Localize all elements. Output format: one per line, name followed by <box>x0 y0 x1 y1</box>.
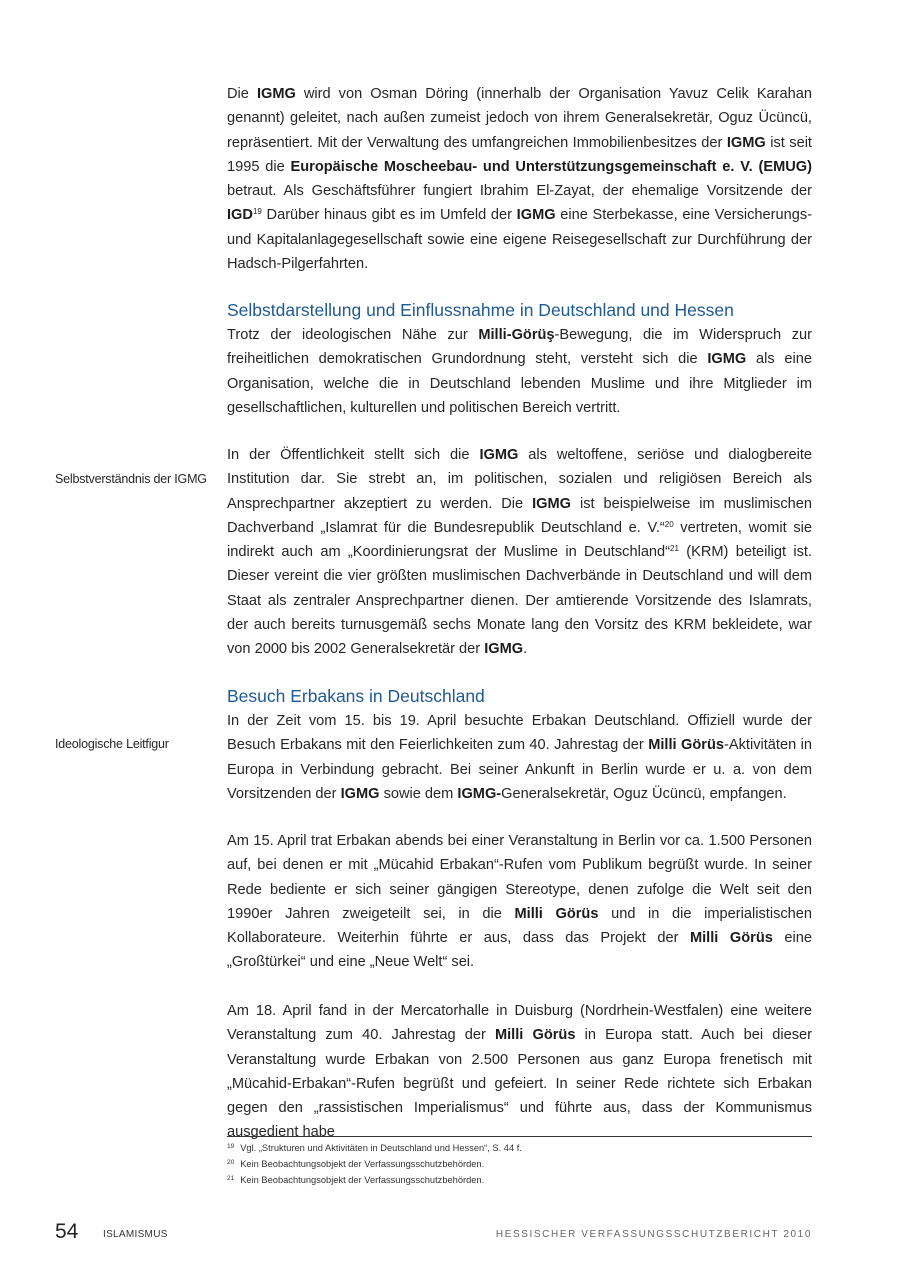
section-heading-erbakan-visit: Besuch Erbakans in Deutschland <box>227 686 485 706</box>
paragraph-erbakan-visit: In der Zeit vom 15. bis 19. April besuchte Erbakan Deutschland. Offiziell wurde der Besuch Erbakans mit den Feierlichkeiten zum 40. Jahrestag der Milli Görüs-Aktivitäten in Europa in Verbindung gebracht. Bei seiner Ankunft in Berlin wurde er u. a. von dem Vorsitzenden der IGMG sowie dem IGMG-Generalsekretär, Oguz Ücüncü, empfangen. <box>227 713 812 802</box>
margin-note-selbstverstaendnis: Selbstverständnis der IGMG <box>55 472 207 486</box>
footnote-ref-20: 20 <box>664 519 674 529</box>
margin-note-leitfigur: Ideologische Leitfigur <box>55 737 169 751</box>
section-heading-selbstdarstellung: Selbstdarstellung und Einflussnahme in Deutschland und Hessen <box>227 300 734 320</box>
footnote-20: $^{20}$ Kein Beobachtungsobjekt der Verfassungsschutzbehörden. <box>227 1159 485 1169</box>
footnote-ref-21: 21 <box>670 544 679 554</box>
paragraph-ideological-proximity: Trotz der ideologischen Nähe zur Milli-Görüş-Bewegung, die im Widerspruch zur freiheitlichen demokratischen Grundordnung steht, versteht sich die IGMG als eine Organisation, welche die in Deutschland lebenden Muslime und ihre Mitglieder im gesellschaftlichen, kulturellen und politischen Bereich vertritt. <box>227 327 812 416</box>
paragraph-public-image: In der Öffentlichkeit stellt sich die IGMG als weltoffene, seriöse und dialogbereite Institution dar. Sie strebt an, im politischen, sozialen und religiösen Bereich als Ansprechpartner akzeptiert zu werden. Die IGMG ist beispielweise im muslimischen Dachverband „Islamrat für die Bundesrepublik Deutschland e. V.“$^{20}$ vertreten, womit sie indirekt auch am „Koordinierungsrat der Muslime in Deutschland“$^{21}$ (KRM) beteiligt ist. Dieser vereint die vier größten muslimischen Dachverbände in Deutschland und will dem Staat als zentraler Ansprechpartner dienen. Der amtierende Vorsitzende des Islamrats, der auch bereits turnusgemäß sechs Monate lang den Vorsitz des KRM bekleidete, war von 2000 bis 2002 Generalsekretär der IGMG. <box>227 447 812 658</box>
section-label: ISLAMISMUS <box>103 1229 168 1240</box>
paragraph-duisburg-event: Am 18. April fand in der Mercatorhalle in Duisburg (Nordrhein-Westfalen) eine weitere Veranstaltung zum 40. Jahrestag der Milli Görüs in Europa statt. Auch bei dieser Veranstaltung wurde Erbakan von 2.500 Personen aus ganz Europa frenetisch mit „Mücahid-Erbakan“-Rufen begrüßt und gefeiert. In seiner Rede richtete sich Erbakan gegen den „rassistischen Imperialismus“ und führte aus, dass der Kommunismus ausgedient habe <box>227 1003 813 1141</box>
paragraph-igmg-leadership: Die IGMG wird von Osman Döring (innerhalb der Organisation Yavuz Celik Karahan genannt) geleitet, nach außen zumeist jedoch von ihrem Generalsekretär, Oguz Ücüncü, repräsentiert. Mit der Verwaltung des umfangreichen Immobilienbesitzes der IGMG ist seit 1995 die Europäische Moscheebau- und Unterstützungsgemeinschaft e. V. (EMUG) betraut. Als Geschäftsführer fungiert Ibrahim El-Zayat, der ehemalige Vorsitzende der IGD$^{19}$ Darüber hinaus gibt es im Umfeld der IGMG eine Sterbekasse, eine Versicherungs- und Kapitalanlagegesellschaft sowie eine eigene Reisegesellschaft zur Durchführung der Hadsch-Pilgerfahrten. <box>227 86 813 273</box>
footnote-19: $^{19}$ Vgl. „Strukturen und Aktivitäten in Deutschland und Hessen“, S. 44 f. <box>227 1143 522 1153</box>
page-number: 54 <box>55 1220 79 1243</box>
footnote-21: $^{21}$ Kein Beobachtungsobjekt der Verfassungsschutzbehörden. <box>227 1175 485 1185</box>
footnote-ref-19: 19 <box>252 207 262 217</box>
report-title: HESSISCHER VERFASSUNGSSCHUTZBERICHT 2010 <box>495 1229 812 1240</box>
paragraph-berlin-event: Am 15. April trat Erbakan abends bei einer Veranstaltung in Berlin vor ca. 1.500 Personen auf, bei denen er mit „Mücahid Erbakan“-Rufen vom Publikum begrüßt wurde. In seiner Rede bediente er sich seiner gängigen Stereotype, denen zufolge die Welt seit den 1990er Jahren zweigeteilt sei, in die Milli Görüs und in die imperialistischen Kollaborateure. Weiterhin führte er aus, dass das Projekt der Milli Görüs eine „Großtürkei“ und eine „Neue Welt“ sei. <box>227 833 813 971</box>
footnote-divider <box>227 1136 812 1137</box>
